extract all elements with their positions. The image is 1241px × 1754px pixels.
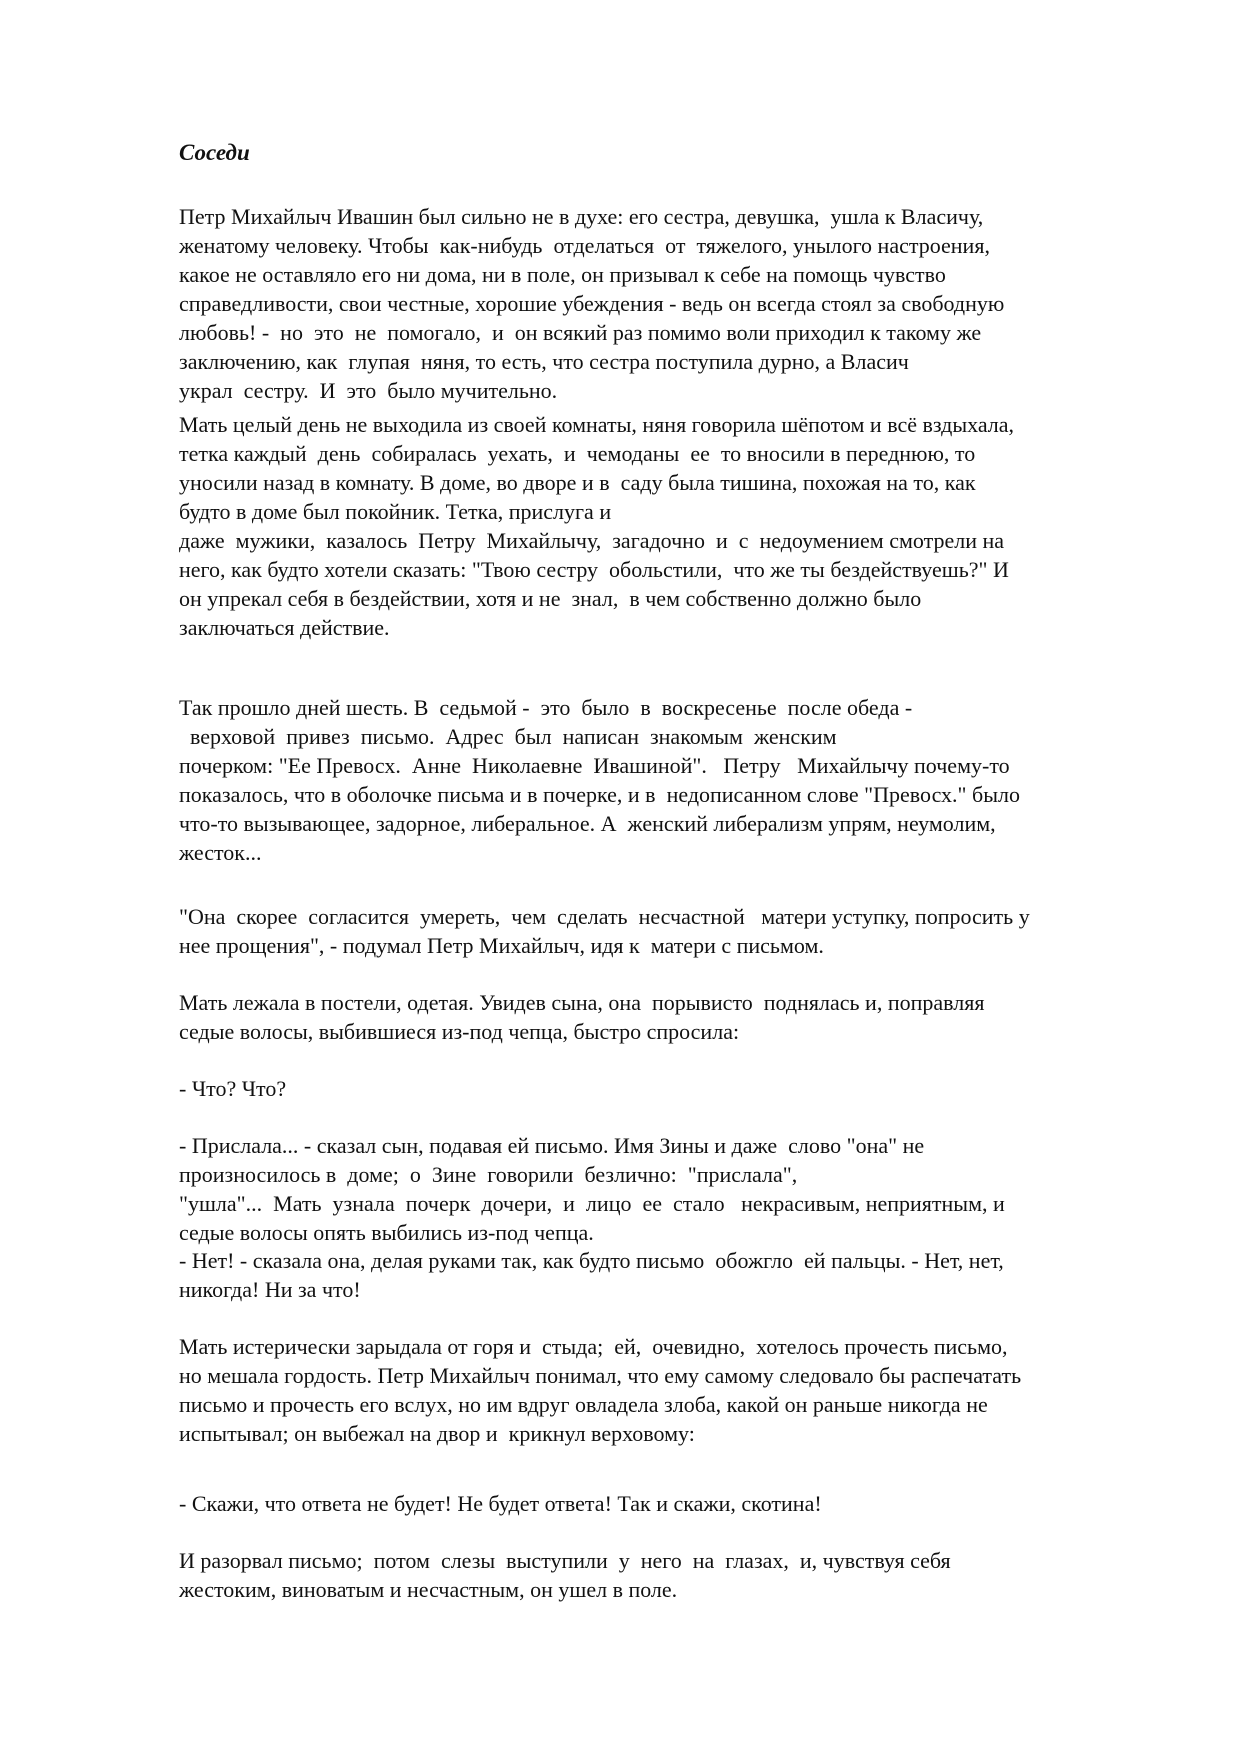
paragraph bbox=[179, 988, 984, 1046]
text-line: седые волосы, выбившиеся из-под чепца, быстро спросила: bbox=[179, 1019, 740, 1044]
document-title: Соседи bbox=[179, 140, 250, 165]
text-line: какое не оставляло его ни дома, ни в поле, он призывал к себе на помощь чувство bbox=[179, 262, 946, 287]
text-line: произносилось в доме; о Зине говорили безлично: "прислала", bbox=[179, 1162, 798, 1187]
text-line: тетка каждый день собиралась уехать, и чемоданы ее то вносили в переднюю, то bbox=[179, 441, 976, 466]
text-line: - Что? Что? bbox=[179, 1076, 287, 1101]
paragraph bbox=[179, 1074, 286, 1103]
text-line: украл сестру. И это было мучительно. bbox=[179, 378, 558, 403]
text-line: заключаться действие. bbox=[179, 615, 390, 640]
text-line: него, как будто хотели сказать: "Твою сестру обольстили, что же ты бездействуешь?" И bbox=[179, 557, 1009, 582]
paragraph bbox=[179, 693, 1020, 867]
paragraph bbox=[179, 202, 1004, 405]
text-line: "ушла"... Мать узнала почерк дочери, и лицо ее стало некрасивым, неприятным, и bbox=[179, 1191, 1005, 1216]
paragraph bbox=[179, 1489, 822, 1518]
text-line: никогда! Ни за что! bbox=[179, 1277, 361, 1302]
text-line: заключению, как глупая няня, то есть, что сестра поступила дурно, а Власич bbox=[179, 349, 909, 374]
text-line: испытывал; он выбежал на двор и крикнул верховому: bbox=[179, 1421, 695, 1446]
text-line: И разорвал письмо; потом слезы выступили у него на глазах, и, чувствуя себя bbox=[179, 1548, 951, 1573]
text-line: Так прошло дней шесть. В седьмой - это было в воскресенье после обеда - bbox=[179, 695, 913, 720]
text-line: - Скажи, что ответа не будет! Не будет ответа! Так и скажи, скотина! bbox=[179, 1491, 822, 1516]
text-line: "Она скорее согласится умереть, чем сделать несчастной матери уступку, попросить у bbox=[179, 904, 1030, 929]
text-line: показалось, что в оболочке письма и в почерке, и в недописанном слове "Превосх." было bbox=[179, 782, 1020, 807]
text-line: женатому человеку. Чтобы как-нибудь отделаться от тяжелого, унылого настроения, bbox=[179, 233, 990, 258]
text-line: - Прислала... - сказал сын, подавая ей письмо. Имя Зины и даже слово "она" не bbox=[179, 1133, 925, 1158]
text-line: он упрекал себя в бездействии, хотя и не знал, в чем собственно должно было bbox=[179, 586, 922, 611]
text-line: седые волосы опять выбились из-под чепца. bbox=[179, 1220, 594, 1245]
text-line: что-то вызывающее, задорное, либеральное. А женский либерализм упрям, неумолим, bbox=[179, 811, 996, 836]
text-line: почерком: "Ее Превосх. Анне Николаевне Ивашиной". Петру Михайлычу почему-то bbox=[179, 753, 1010, 778]
text-line: Петр Михайлыч Ивашин был сильно не в духе: его сестра, девушка, ушла к Власичу, bbox=[179, 204, 984, 229]
paragraph bbox=[179, 902, 1030, 960]
paragraph bbox=[179, 1546, 951, 1604]
text-line: - Нет! - сказала она, делая руками так, как будто письмо обожгло ей пальцы. - Нет, нет, bbox=[179, 1248, 1004, 1273]
text-line: уносили назад в комнату. В доме, во дворе и в саду была тишина, похожая на то, как bbox=[179, 470, 976, 495]
text-line: но мешала гордость. Петр Михайлыч понимал, что ему самому следовало бы распечатать bbox=[179, 1363, 1022, 1388]
text-line: верховой привез письмо. Адрес был написан знакомым женским bbox=[179, 724, 837, 749]
text-line: Мать лежала в постели, одетая. Увидев сына, она порывисто поднялась и, поправляя bbox=[179, 990, 985, 1015]
text-line: Мать целый день не выходила из своей комнаты, няня говорила шёпотом и всё вздыхала, bbox=[179, 412, 1015, 437]
text-line: нее прощения", - подумал Петр Михайлыч, идя к матери с письмом. bbox=[179, 933, 824, 958]
text-line: будто в доме был покойник. Тетка, прислуга и bbox=[179, 499, 612, 524]
text-line: Мать истерически зарыдала от горя и стыда; ей, очевидно, хотелось прочесть письмо, bbox=[179, 1334, 1008, 1359]
text-line: даже мужики, казалось Петру Михайлычу, загадочно и с недоумением смотрели на bbox=[179, 528, 1005, 553]
text-line: справедливости, свои честные, хорошие убеждения - ведь он всегда стоял за свободную bbox=[179, 291, 1005, 316]
paragraph bbox=[179, 1332, 1021, 1448]
text-line: жестоким, виноватым и несчастным, он ушел в поле. bbox=[179, 1577, 678, 1602]
paragraph bbox=[179, 1246, 1004, 1304]
text-line: жесток... bbox=[179, 840, 262, 865]
text-line: письмо и прочесть его вслух, но им вдруг овладела злоба, какой он раньше никогда не bbox=[179, 1392, 988, 1417]
paragraph bbox=[179, 1131, 1005, 1247]
text-line: любовь! - но это не помогало, и он всякий раз помимо воли приходил к такому же bbox=[179, 320, 982, 345]
paragraph bbox=[179, 410, 1014, 642]
